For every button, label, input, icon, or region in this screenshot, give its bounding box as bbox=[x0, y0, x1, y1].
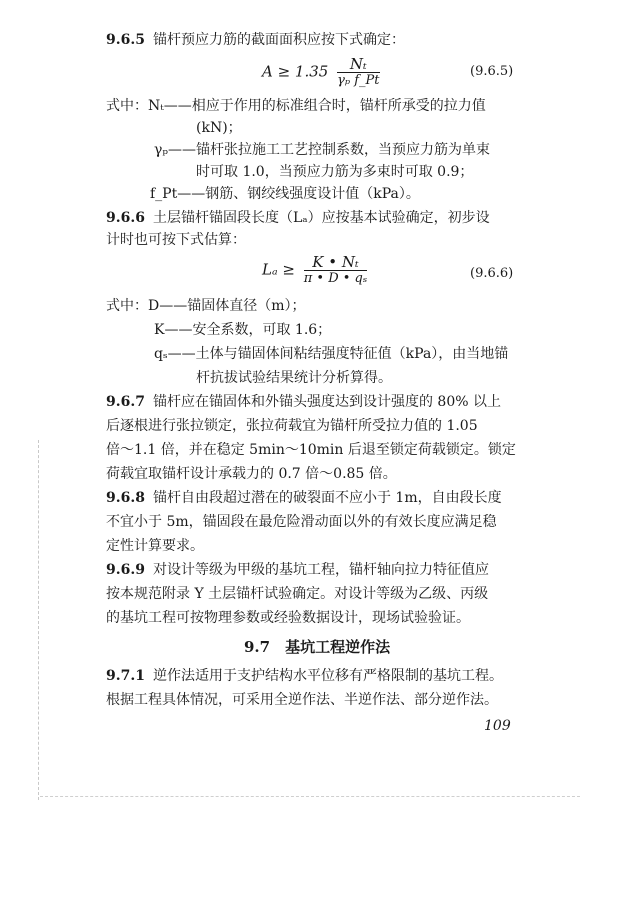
clause-text: 倍～1.1 倍，并在稳定 5min～10min 后退至锁定荷载锁定。锁定 bbox=[106, 442, 516, 458]
formula-denominator: γₚ f_Pt bbox=[337, 73, 380, 88]
where-line: 杆抗拔试验结果统计分析算得。 bbox=[196, 370, 392, 386]
section-heading: 9.7 基坑工程逆作法 bbox=[244, 638, 391, 656]
clause-number: 9.6.9 bbox=[106, 562, 145, 578]
clause-number: 9.6.7 bbox=[106, 394, 145, 410]
page-number: 109 bbox=[484, 718, 511, 734]
clause-text: 后逐根进行张拉锁定，张拉荷载宜为锚杆所受拉力值的 1.05 bbox=[106, 418, 478, 434]
where-line: 式中：D——锚固体直径（m）； bbox=[106, 298, 306, 314]
clause-text: 定性计算要求。 bbox=[106, 538, 204, 554]
formula-numerator: K • Nₜ bbox=[304, 254, 368, 271]
where-line: (kN)； bbox=[196, 120, 242, 136]
clause-9-6-8 bbox=[106, 488, 502, 508]
scan-artifact-line bbox=[40, 796, 580, 797]
where-line: qₛ——土体与锚固体间粘结强度特征值（kPa），由当地锚 bbox=[154, 346, 509, 362]
clause-text: 荷载宜取锚杆设计承载力的 0.7 倍～0.85 倍。 bbox=[106, 466, 397, 482]
where-line: γₚ——锚杆张拉施工工艺控制系数，当预应力筋为单束 bbox=[154, 142, 490, 158]
clause-text: 根据工程具体情况，可采用全逆作法、半逆作法、部分逆作法。 bbox=[106, 692, 498, 708]
where-line: 式中：Nₜ——相应于作用的标准组合时，锚杆所承受的拉力值 bbox=[106, 98, 486, 114]
clause-9-6-5 bbox=[106, 30, 405, 50]
clause-9-6-6 bbox=[106, 208, 490, 228]
formula-lhs: Lₐ ≥ bbox=[262, 260, 295, 279]
clause-9-7-1 bbox=[106, 666, 503, 686]
formula-fraction bbox=[337, 56, 379, 89]
equation-number: (9.6.6) bbox=[470, 266, 514, 281]
equation-number: (9.6.5) bbox=[470, 64, 514, 79]
where-line: 时可取 1.0，当预应力筋为多束时可取 0.9； bbox=[196, 164, 474, 180]
scan-artifact-line bbox=[38, 440, 39, 800]
clause-9-6-9 bbox=[106, 560, 489, 580]
clause-text: 土层锚杆锚固段长度（Lₐ）应按基本试验确定，初步设 bbox=[152, 210, 490, 226]
clause-text: 锚杆应在锚固体和外锚头强度达到设计强度的 80% 以上 bbox=[152, 394, 502, 410]
clause-text: 的基坑工程可按物理参数或经验数据设计，现场试验验证。 bbox=[106, 610, 470, 626]
formula-lhs: A ≥ 1.35 bbox=[262, 62, 329, 81]
formula-9-6-5 bbox=[262, 56, 380, 89]
clause-text: 对设计等级为甲级的基坑工程，锚杆轴向拉力特征值应 bbox=[152, 562, 489, 578]
clause-number: 9.7.1 bbox=[106, 668, 145, 684]
clause-text: 不宜小于 5m，锚固段在最危险滑动面以外的有效长度应满足稳 bbox=[106, 514, 497, 530]
formula-fraction bbox=[304, 254, 368, 287]
clause-text: 计时也可按下式估算： bbox=[106, 232, 246, 248]
where-line: K——安全系数，可取 1.6； bbox=[154, 322, 332, 338]
formula-numerator: Nₜ bbox=[337, 56, 379, 73]
clause-text: 锚杆自由段超过潜在的破裂面不应小于 1m，自由段长度 bbox=[152, 490, 502, 506]
clause-9-6-7 bbox=[106, 392, 501, 412]
clause-number: 9.6.5 bbox=[106, 32, 145, 48]
clause-text: 锚杆预应力筋的截面面积应按下式确定： bbox=[152, 32, 405, 48]
where-line: f_Pt——钢筋、钢绞线强度设计值（kPa）。 bbox=[150, 186, 420, 202]
clause-text: 逆作法适用于支护结构水平位移有严格限制的基坑工程。 bbox=[152, 668, 503, 684]
clause-text: 按本规范附录 Y 土层锚杆试验确定。对设计等级为乙级、丙级 bbox=[106, 586, 489, 602]
clause-number: 9.6.6 bbox=[106, 210, 145, 226]
formula-denominator: π • D • qₛ bbox=[303, 271, 368, 286]
formula-9-6-6 bbox=[262, 254, 367, 287]
clause-number: 9.6.8 bbox=[106, 490, 145, 506]
